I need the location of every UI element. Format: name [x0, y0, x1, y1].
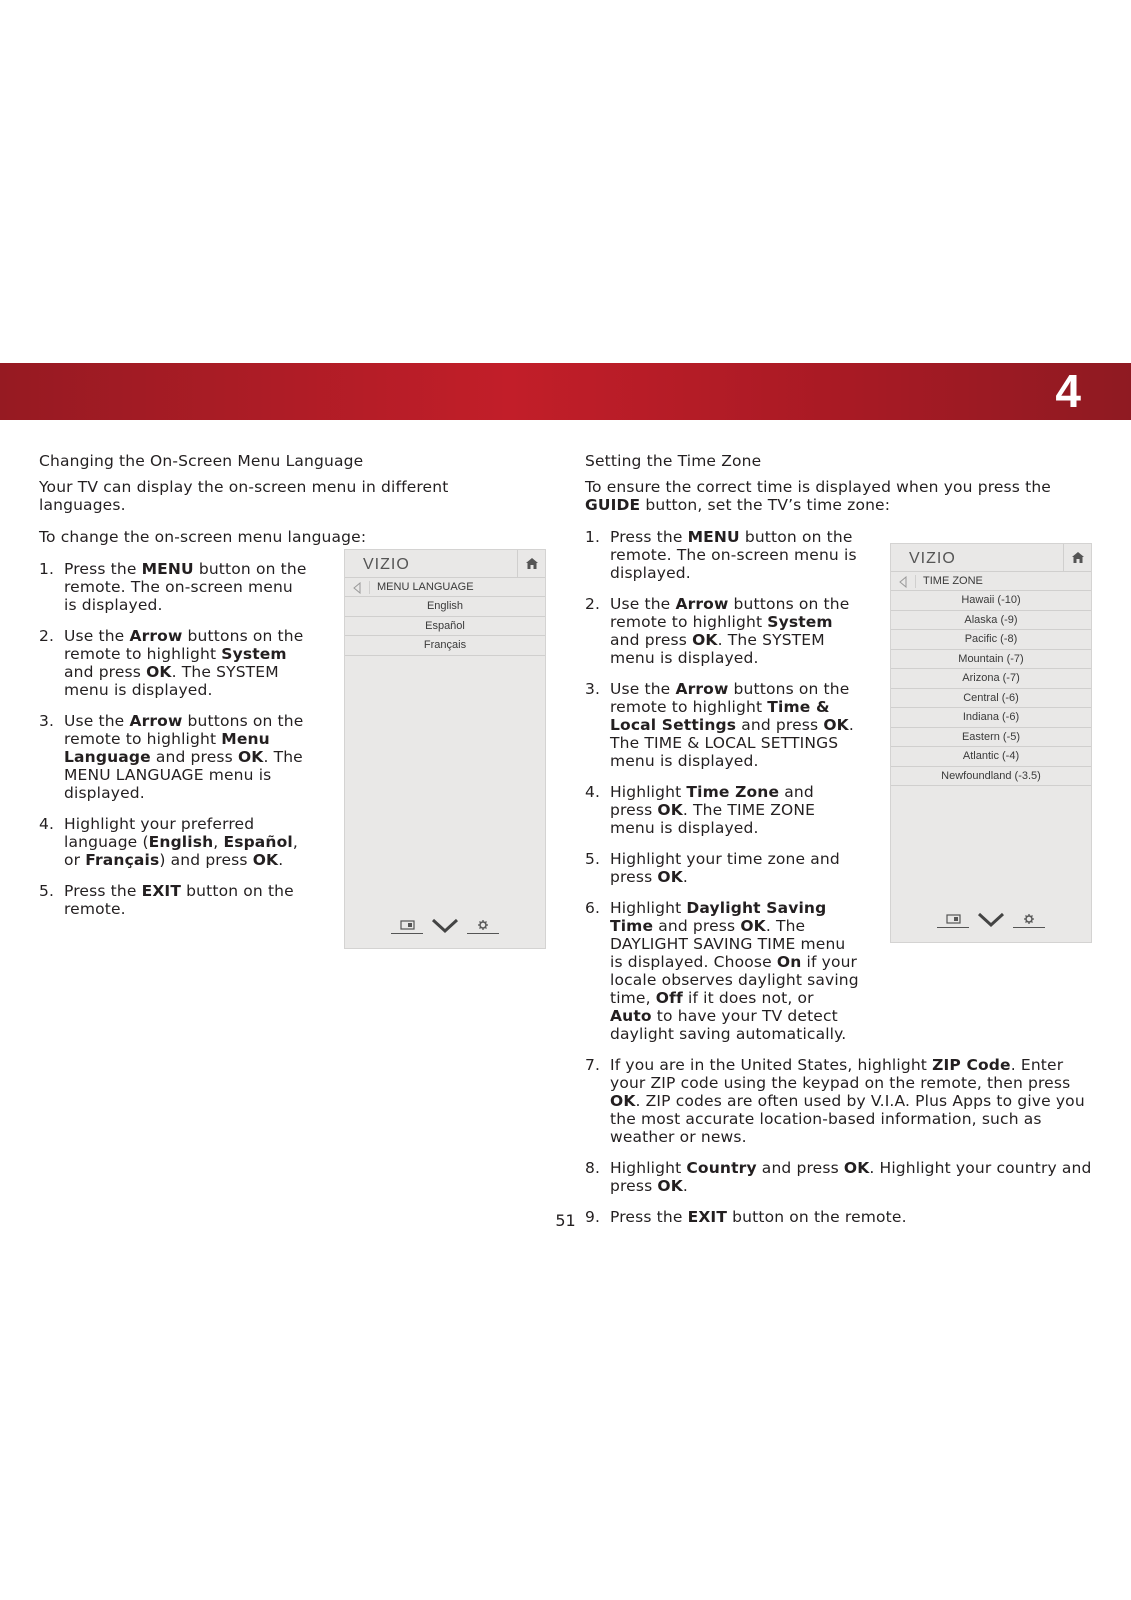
- language-step: [39, 712, 309, 802]
- step-number: 9.: [585, 1208, 601, 1226]
- tv-footer: [891, 910, 1091, 928]
- time-zone-step: [585, 680, 860, 770]
- language-option[interactable]: Français: [345, 636, 545, 656]
- back-arrow-icon: [899, 572, 907, 595]
- step-number: 1.: [39, 560, 55, 578]
- time-zone-step: [585, 899, 860, 1043]
- step-number: 2.: [39, 627, 55, 645]
- step-text: Press the EXIT button on the remote.: [610, 1208, 907, 1226]
- page-number: 51: [555, 1211, 576, 1230]
- language-option[interactable]: Español: [345, 617, 545, 637]
- language-lead: To change the on-screen menu language:: [39, 528, 367, 546]
- time-zone-option[interactable]: Indiana (-6): [891, 708, 1091, 728]
- step-text: Highlight your time zone and press OK.: [610, 850, 840, 886]
- step-text: Press the MENU button on the remote. The on-screen menu is displayed.: [610, 528, 857, 582]
- vizio-logo: VIZIO: [363, 556, 410, 573]
- step-number: 5.: [585, 850, 601, 868]
- language-steps: [39, 560, 309, 918]
- step-number: 4.: [39, 815, 55, 833]
- time-zone-steps-continued: [585, 1056, 1095, 1226]
- step-text: Use the Arrow buttons on the remote to highlight Time & Local Settings and press OK. The TIME & LOCAL SETTINGS menu is displayed.: [610, 680, 854, 770]
- step-number: 3.: [585, 680, 601, 698]
- language-step: [39, 627, 309, 699]
- time-zone-step: [585, 528, 860, 582]
- vizio-v-icon: [429, 918, 461, 934]
- time-zone-option[interactable]: Alaska (-9): [891, 611, 1091, 631]
- time-zone-step: [585, 783, 860, 837]
- step-text: Highlight Time Zone and press OK. The TIME ZONE menu is displayed.: [610, 783, 816, 837]
- language-options: [345, 597, 545, 656]
- vizio-v-icon: [975, 912, 1007, 928]
- tv-header: [345, 550, 545, 578]
- time-zone-option[interactable]: Newfoundland (-3.5): [891, 767, 1091, 787]
- step-text: Use the Arrow buttons on the remote to highlight System and press OK. The SYSTEM menu is displayed.: [64, 627, 304, 699]
- chapter-number: 4: [1055, 365, 1081, 417]
- chapter-banner: [0, 363, 1131, 420]
- step-text: Highlight your preferred language (English, Español, or Français) and press OK.: [64, 815, 298, 869]
- back-arrow-icon: [353, 578, 361, 601]
- time-zone-options: [891, 591, 1091, 786]
- language-step: [39, 882, 309, 918]
- step-text: Use the Arrow buttons on the remote to highlight System and press OK. The SYSTEM menu is displayed.: [610, 595, 850, 667]
- step-number: 4.: [585, 783, 601, 801]
- time-zone-intro: To ensure the correct time is displayed when you press the GUIDE button, set the TV’s time zone:: [585, 478, 1051, 514]
- home-icon: [1063, 544, 1091, 571]
- time-zone-step: [585, 595, 860, 667]
- home-icon: [517, 550, 545, 577]
- step-number: 8.: [585, 1159, 601, 1177]
- time-zone-option[interactable]: Arizona (-7): [891, 669, 1091, 689]
- time-zone-step: [585, 1056, 1095, 1146]
- tv-subheader: [891, 572, 1091, 591]
- tv-subheader: [345, 578, 545, 597]
- settings-gear-icon: [467, 918, 499, 934]
- menu-title: TIME ZONE: [923, 575, 983, 587]
- time-zone-steps: [585, 528, 860, 1043]
- time-zone-step: [585, 850, 860, 886]
- menu-language-screen: [344, 549, 546, 949]
- time-zone-screen: [890, 543, 1092, 943]
- time-zone-option[interactable]: Central (-6): [891, 689, 1091, 709]
- step-number: 5.: [39, 882, 55, 900]
- step-text: Highlight Country and press OK. Highlight your country and press OK.: [610, 1159, 1092, 1195]
- input-icon: [937, 912, 969, 928]
- time-zone-option[interactable]: Mountain (-7): [891, 650, 1091, 670]
- step-text: Press the EXIT button on the remote.: [64, 882, 294, 918]
- time-zone-step: [585, 1159, 1095, 1195]
- step-text: Press the MENU button on the remote. The on-screen menu is displayed.: [64, 560, 307, 614]
- step-number: 2.: [585, 595, 601, 613]
- time-zone-heading: Setting the Time Zone: [585, 452, 762, 470]
- step-number: 1.: [585, 528, 601, 546]
- vizio-logo: VIZIO: [909, 550, 956, 567]
- time-zone-option[interactable]: Eastern (-5): [891, 728, 1091, 748]
- step-number: 6.: [585, 899, 601, 917]
- language-option[interactable]: English: [345, 597, 545, 617]
- language-intro: Your TV can display the on-screen menu in different languages.: [39, 478, 449, 514]
- settings-gear-icon: [1013, 912, 1045, 928]
- time-zone-option[interactable]: Pacific (-8): [891, 630, 1091, 650]
- step-text: Highlight Daylight Saving Time and press OK. The DAYLIGHT SAVING TIME menu is displayed. Choose On if your locale observes daylight saving time, Off if it does not, or Auto to have your TV detect daylight saving automatically.: [610, 899, 859, 1043]
- tv-footer: [345, 916, 545, 934]
- time-zone-option[interactable]: Hawaii (-10): [891, 591, 1091, 611]
- language-step: [39, 560, 309, 614]
- step-number: 3.: [39, 712, 55, 730]
- time-zone-option[interactable]: Atlantic (-4): [891, 747, 1091, 767]
- step-number: 7.: [585, 1056, 601, 1074]
- step-text: Use the Arrow buttons on the remote to highlight Menu Language and press OK. The MENU LANGUAGE menu is displayed.: [64, 712, 304, 802]
- step-text: If you are in the United States, highlight ZIP Code. Enter your ZIP code using the keypad on the remote, then press OK. ZIP codes are often used by V.I.A. Plus Apps to give you the most accurate location-based information, such as weather or news.: [610, 1056, 1085, 1146]
- menu-title: MENU LANGUAGE: [377, 581, 474, 593]
- input-icon: [391, 918, 423, 934]
- tv-header: [891, 544, 1091, 572]
- language-heading: Changing the On-Screen Menu Language: [39, 452, 364, 470]
- language-step: [39, 815, 309, 869]
